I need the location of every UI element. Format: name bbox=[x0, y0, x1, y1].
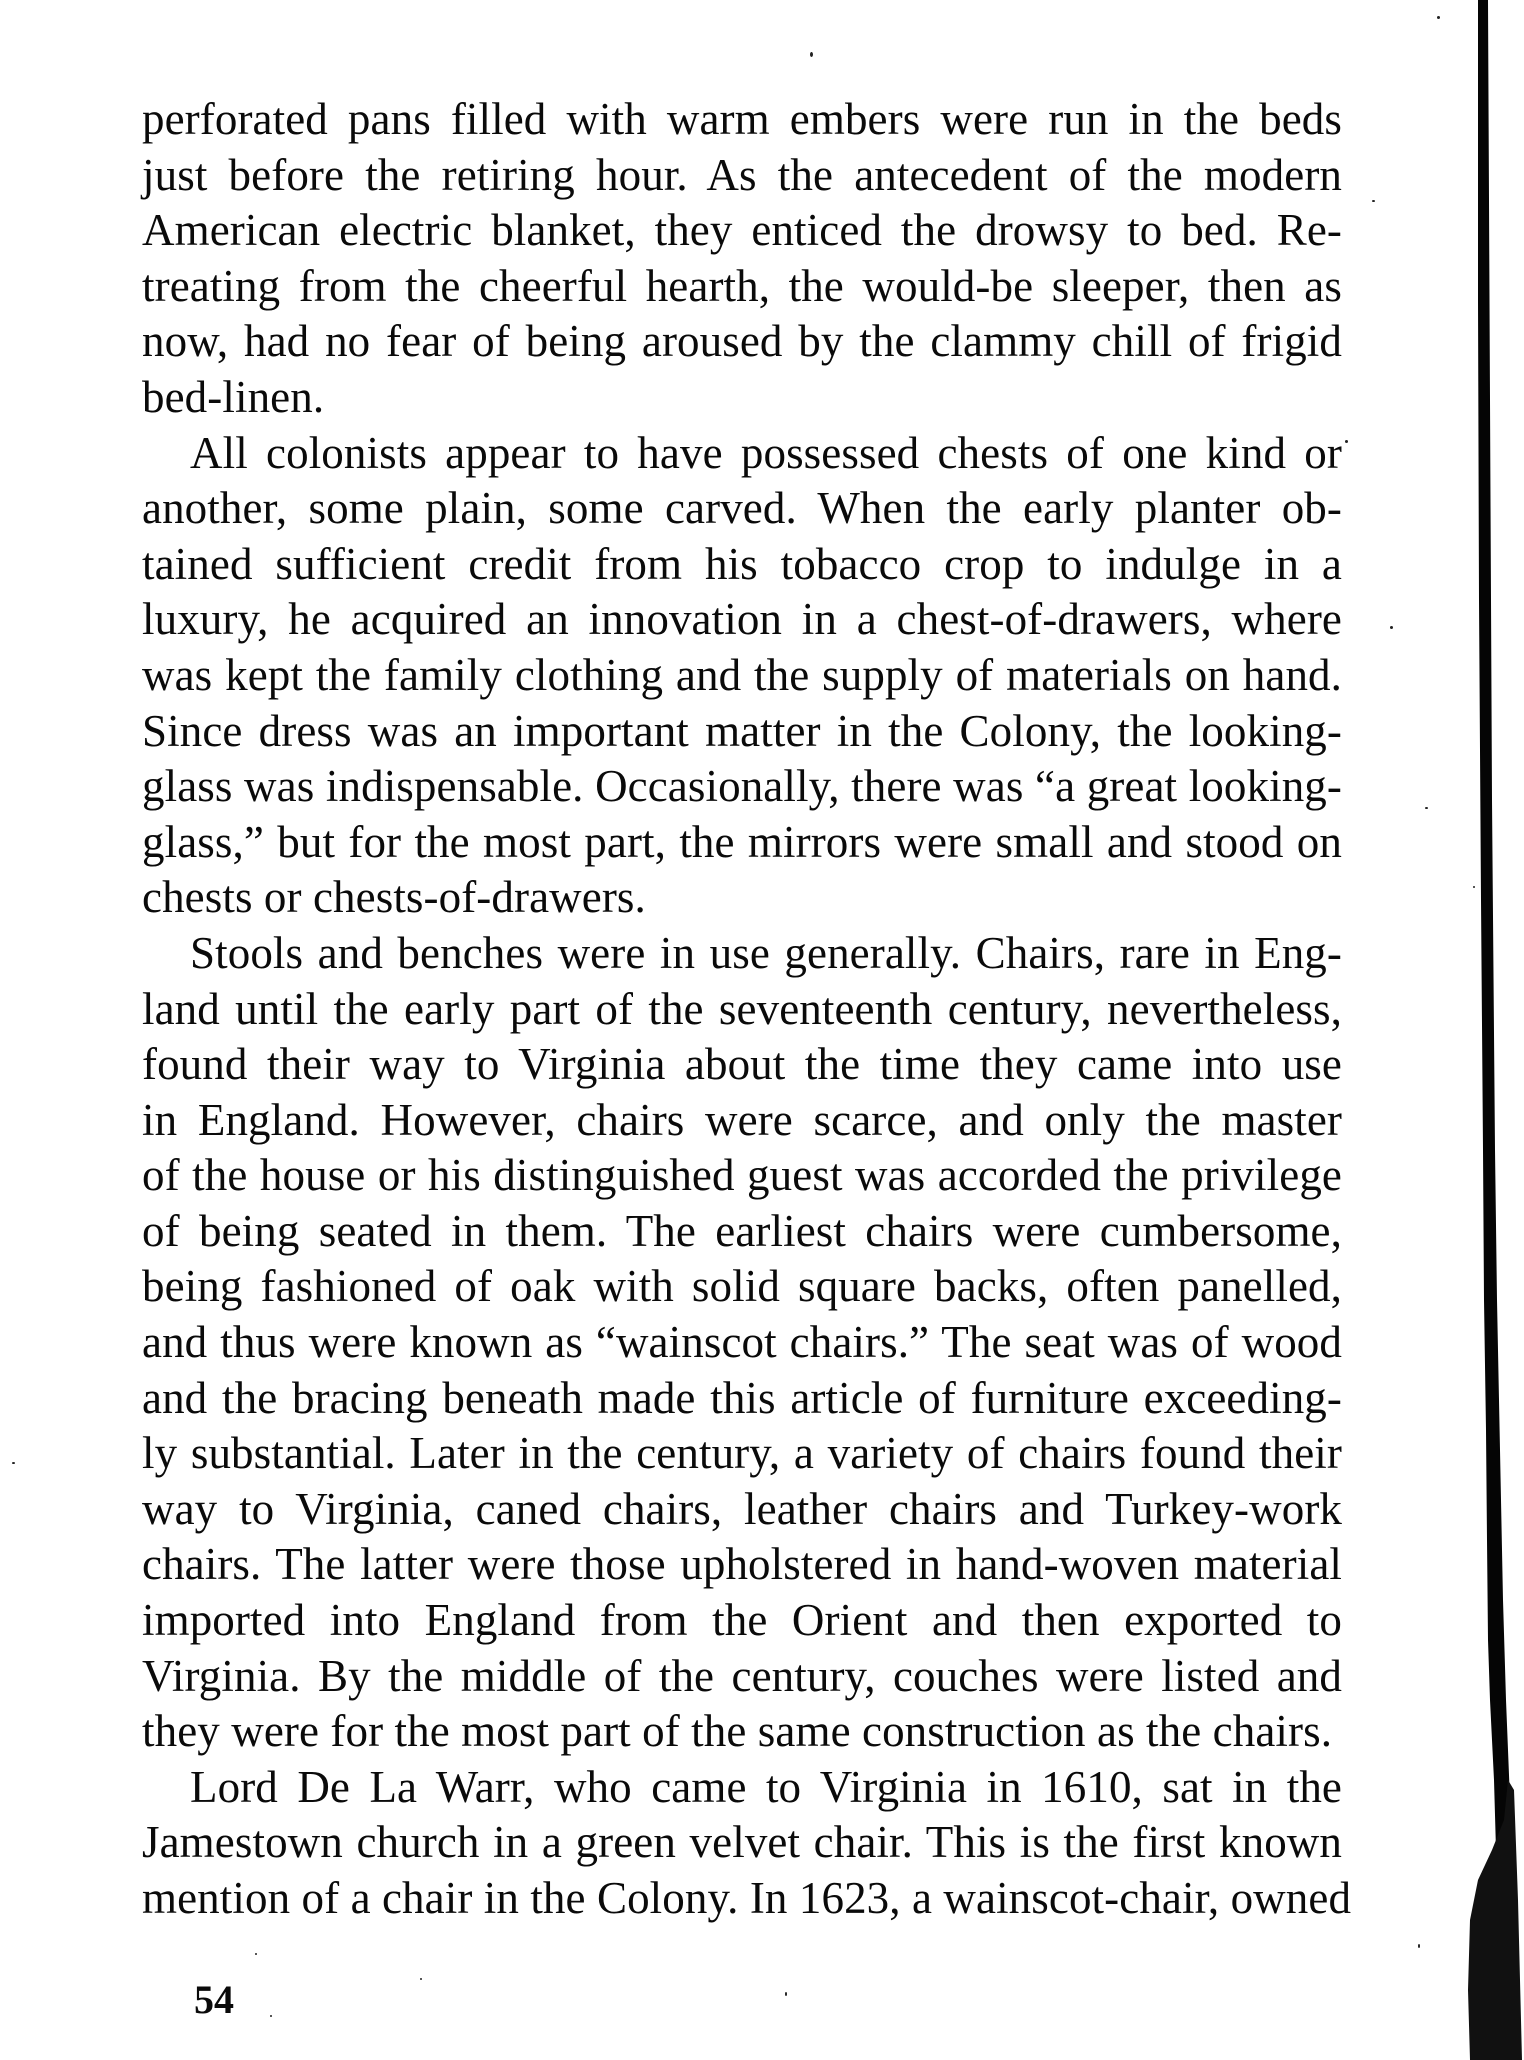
text-line: land until the early part of the seventeenth century, nevertheless, bbox=[142, 983, 1342, 1034]
binding-edge-line bbox=[1478, 0, 1518, 2060]
scan-speck bbox=[1418, 1944, 1420, 1948]
text-line: now, had no fear of being aroused by the clammy chill of frigid bbox=[142, 316, 1342, 367]
text-line: glass was indispensable. Occasionally, there was “a great looking- bbox=[142, 761, 1342, 812]
text-line: imported into England from the Orient and then exported to bbox=[142, 1595, 1342, 1646]
text-line: just before the retiring hour. As the antecedent of the modern bbox=[142, 149, 1342, 200]
text-line: treating from the cheerful hearth, the would-be sleeper, then as bbox=[142, 260, 1342, 311]
scan-speck bbox=[255, 1953, 257, 1955]
scan-speck bbox=[810, 52, 813, 57]
text-line: mention of a chair in the Colony. In 1623, a wainscot-chair, owned bbox=[142, 1873, 1352, 1923]
scan-speck bbox=[1437, 16, 1440, 19]
text-line: All colonists appear to have possessed chests of one kind or bbox=[190, 427, 1342, 478]
scan-speck bbox=[1425, 807, 1428, 809]
scan-speck bbox=[420, 1978, 422, 1980]
page-number: 54 bbox=[194, 1977, 234, 2022]
scan-speck bbox=[1473, 886, 1475, 888]
text-line: they were for the most part of the same construction as the chairs. bbox=[142, 1706, 1333, 1757]
text-line: way to Virginia, caned chairs, leather chairs and Turkey-work bbox=[142, 1483, 1342, 1534]
paragraph bbox=[142, 92, 1342, 426]
paragraph bbox=[142, 926, 1342, 1760]
text-line: ly substantial. Later in the century, a variety of chairs found their bbox=[142, 1428, 1342, 1479]
text-line: Stools and benches were in use generally. Chairs, rare in Eng- bbox=[190, 927, 1342, 978]
scan-speck bbox=[1390, 626, 1393, 629]
text-line: another, some plain, some carved. When the early planter ob- bbox=[142, 483, 1342, 534]
text-line: and thus were known as “wainscot chairs.” The seat was of wood bbox=[142, 1317, 1342, 1368]
text-line: Virginia. By the middle of the century, couches were listed and bbox=[142, 1650, 1342, 1701]
paragraph bbox=[142, 426, 1342, 926]
text-line: of the house or his distinguished guest was accorded the privilege bbox=[142, 1150, 1342, 1201]
text-line: perforated pans filled with warm embers were run in the beds bbox=[142, 94, 1342, 144]
text-line: chests or chests-of-drawers. bbox=[142, 872, 646, 923]
text-line: chairs. The latter were those upholstered in hand-woven material bbox=[142, 1539, 1342, 1590]
text-line: being fashioned of oak with solid square backs, often panelled, bbox=[142, 1261, 1342, 1312]
text-line: American electric blanket, they enticed the drowsy to bed. Re- bbox=[142, 205, 1342, 256]
paragraph bbox=[142, 1760, 1352, 1927]
text-line: and the bracing beneath made this article of furniture exceeding- bbox=[142, 1372, 1342, 1423]
text-line: luxury, he acquired an innovation in a chest-of-drawers, where bbox=[142, 594, 1342, 645]
scan-speck bbox=[1372, 200, 1375, 202]
binding-shadow bbox=[1468, 1780, 1522, 2060]
scan-speck bbox=[270, 2015, 272, 2017]
scan-speck bbox=[1345, 440, 1348, 443]
body-text bbox=[142, 92, 1352, 1927]
text-line: was kept the family clothing and the supply of materials on hand. bbox=[142, 649, 1342, 700]
text-line: of being seated in them. The earliest chairs were cumbersome, bbox=[142, 1205, 1342, 1256]
text-line: tained sufficient credit from his tobacco crop to indulge in a bbox=[142, 538, 1342, 589]
scan-speck bbox=[785, 1992, 787, 1996]
text-line: Lord De La Warr, who came to Virginia in 1610, sat in the bbox=[190, 1761, 1342, 1812]
text-line: glass,” but for the most part, the mirrors were small and stood on bbox=[142, 816, 1342, 867]
text-line: Jamestown church in a green velvet chair. This is the first known bbox=[142, 1817, 1342, 1868]
text-line: found their way to Virginia about the time they came into use bbox=[142, 1039, 1342, 1090]
text-line: in England. However, chairs were scarce, and only the master bbox=[142, 1094, 1342, 1145]
text-line: bed-linen. bbox=[142, 371, 325, 422]
text-line: Since dress was an important matter in the Colony, the looking- bbox=[142, 705, 1342, 756]
scan-speck bbox=[12, 1462, 15, 1464]
